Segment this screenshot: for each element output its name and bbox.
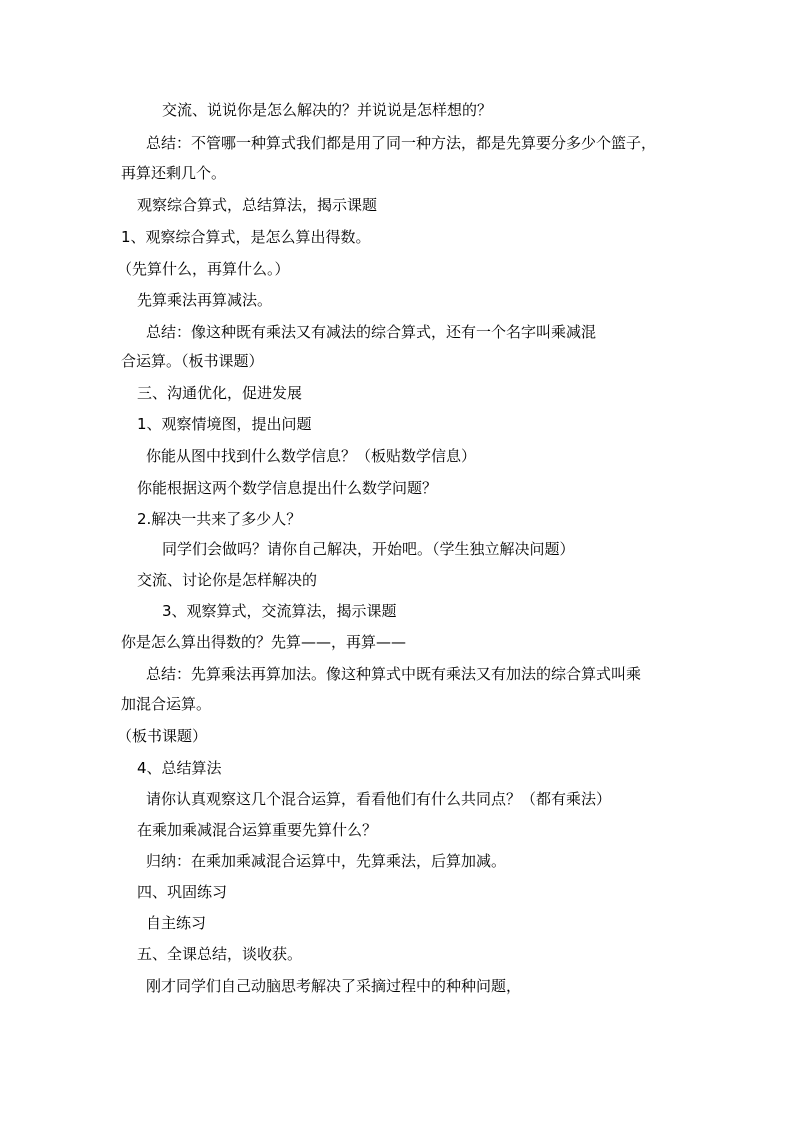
text-line-8: 总结：像这种既有乘法又有减法的综合算式，还有一个名字叫乘减混 — [146, 323, 597, 341]
text-line-27: 自主练习 — [146, 914, 207, 932]
text-line-18: 你是怎么算出得数的？先算——，再算—— — [121, 633, 407, 651]
text-line-24: 在乘加乘减混合运算重要先算什么？ — [137, 821, 378, 839]
text-line-17: 3、观察算式，交流算法，揭示课题 — [162, 602, 397, 620]
text-line-5: 1、观察综合算式，是怎么算出得数。 — [121, 228, 371, 246]
text-line-26: 四、巩固练习 — [137, 883, 228, 901]
text-line-14: 2.解决一共来了多少人？ — [137, 510, 302, 528]
text-line-1: 交流、说说你是怎么解决的？并说说是怎样想的？ — [162, 101, 493, 119]
text-line-9: 合运算。（板书课题） — [121, 352, 264, 370]
text-line-21: （板书课题） — [117, 727, 208, 745]
text-line-29: 刚才同学们自己动脑思考解决了采摘过程中的种种问题， — [146, 977, 522, 995]
text-line-7: 先算乘法再算减法。 — [137, 291, 273, 309]
text-line-11: 1、观察情境图，提出问题 — [137, 415, 312, 433]
text-line-4: 观察综合算式，总结算法，揭示课题 — [137, 196, 378, 214]
text-line-20: 加混合运算。 — [121, 695, 212, 713]
text-line-3: 再算还剩几个。 — [121, 164, 227, 182]
text-line-22: 4、总结算法 — [137, 759, 222, 777]
text-line-15: 同学们会做吗？请你自己解决，开始吧。（学生独立解决问题） — [162, 540, 575, 558]
text-line-23: 请你认真观察这几个混合运算，看看他们有什么共同点？（都有乘法） — [146, 790, 612, 808]
text-line-25: 归纳：在乘加乘减混合运算中，先算乘法，后算加减。 — [146, 852, 507, 870]
text-line-2: 总结：不管哪一种算式我们都是用了同一种方法，都是先算要分多少个篮子， — [146, 134, 657, 152]
text-line-10: 三、沟通优化，促进发展 — [137, 384, 303, 402]
text-line-12: 你能从图中找到什么数学信息？（板贴数学信息） — [146, 447, 477, 465]
text-line-6: （先算什么，再算什么。） — [117, 260, 290, 278]
text-line-16: 交流、讨论你是怎样解决的 — [137, 571, 318, 589]
text-line-28: 五、全课总结，谈收获。 — [137, 945, 303, 963]
text-line-19: 总结：先算乘法再算加法。像这种算式中既有乘法又有加法的综合算式叫乘 — [146, 665, 642, 683]
text-line-13: 你能根据这两个数学信息提出什么数学问题？ — [137, 479, 438, 497]
